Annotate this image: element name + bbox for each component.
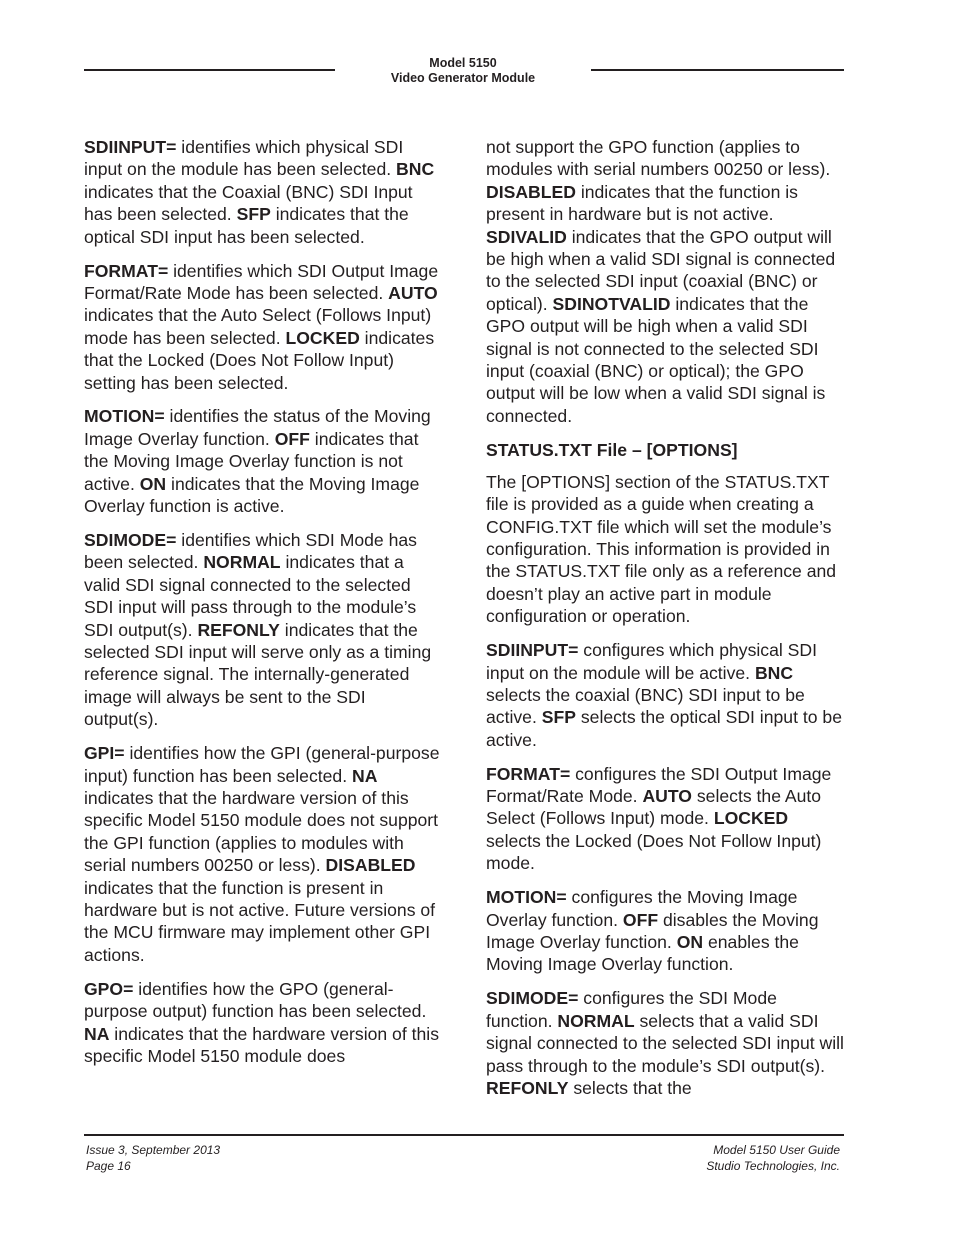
keyword: LOCKED [285,327,360,348]
paragraph-format [84,260,444,394]
paragraph-gpo [84,978,444,1068]
text: configures the SDI Output Image Format/Rate Mode. [486,763,832,807]
paragraph-motion [84,405,444,517]
text: identifies the status of the Moving Image Overlay function. [84,406,431,449]
text: selects that the [568,1077,692,1098]
paragraph-sdiinput [84,136,444,248]
footer-right [706,1143,840,1174]
keyword: AUTO [388,282,438,303]
keyword: SDIINPUT= [84,137,177,157]
keyword: NA [84,1023,110,1044]
footer-issue: Issue 3, September 2013 [86,1143,221,1157]
paragraph-sdimode [84,529,444,731]
text: indicates that the function is present in hardware but is not active. [486,181,798,225]
footer-left [86,1143,220,1174]
text: not support the GPO function (applies to modules with serial numbers 00250 or less). [486,137,831,180]
keyword: NA [352,765,378,786]
paragraph-format-config [486,763,846,875]
right-column [486,136,846,1111]
text: selects the optical SDI input to be active. [486,707,842,750]
keyword: SDIVALID [486,226,567,247]
keyword: SDIMODE= [486,988,579,1009]
paragraph-sdimode-config [486,987,846,1099]
text: identifies which physical SDI input on the module has been selected. [84,137,404,180]
text: indicates that the hardware version of this specific Model 5150 module does not support the GPI function (applies to modules with serial numbers 00250 or less). [84,787,439,876]
keyword: OFF [274,428,310,449]
keyword: AUTO [642,786,692,807]
text: indicates that the Locked (Does Not Follow Input) setting has been selected. [84,327,435,393]
section-heading: STATUS.TXT File – [OPTIONS] [486,439,738,460]
text: selects the Auto Select (Follows Input) mode. [486,786,822,829]
keyword: SDIINPUT= [486,640,579,661]
text: identifies which SDI Output Image Format/Rate Mode has been selected. [84,260,439,303]
keyword: GPI= [84,743,125,764]
text: selects the Locked (Does Not Follow Input) mode. [486,830,822,874]
left-column [84,136,444,1079]
keyword: BNC [754,662,794,683]
footer-rule [84,1134,844,1136]
text: indicates that the Moving Image Overlay function is active. [84,473,420,517]
text: identifies how the GPO (general-purpose output) function has been selected. [84,978,427,1022]
text: indicates that a valid SDI signal connected to the selected SDI input will pass through to the module’s SDI output(s). [84,552,417,640]
text: indicates that the Auto Select (Follows Input) mode has been selected. [84,305,432,348]
keyword: REFONLY [197,619,280,640]
text: configures the SDI Mode function. [486,988,777,1031]
header-model: Model 5150 [429,56,497,70]
paragraph-intro: The [OPTIONS] section of the STATUS.TXT file is provided as a guide when creating a CONFIG.TXT file which will set the module’s configuration. This information is provided in the STATUS.TXT file only as a reference and doesn’t play an active part in module configuration or operation. [486,471,837,627]
text: identifies how the GPI (general-purpose input) function has been selected. [84,743,440,786]
keyword: BNC [396,159,435,180]
text: identifies which SDI Mode has been selected. [84,530,417,573]
text: configures which physical SDI input on the module will be active. [486,640,817,683]
keyword: MOTION= [486,887,567,908]
keyword: NORMAL [557,1010,635,1031]
footer-page-number: Page 16 [86,1158,131,1173]
text: indicates that the hardware version of this specific Model 5150 module does [84,1023,439,1066]
keyword: OFF [622,909,659,930]
text: selects that a valid SDI signal connected to the selected SDI input will pass through to the module’s SDI output(s). [486,1010,844,1076]
keyword: SFP [236,204,271,225]
keyword: SDIMODE= [84,530,177,550]
paragraph-gpo-continued [486,136,846,427]
paragraph-sdiinput-config [486,639,846,751]
keyword: REFONLY [486,1077,569,1098]
keyword: NORMAL [203,552,281,573]
text: indicates that the Coaxial (BNC) SDI Input has been selected. [84,181,413,225]
footer-guide-title: Model 5150 User Guide [713,1143,840,1157]
header-product: Video Generator Module [390,71,536,85]
keyword: DISABLED [486,181,576,202]
text: selects the coaxial (BNC) SDI input to be active. [486,684,805,728]
keyword: SFP [541,707,576,728]
text: indicates that the GPO output will be high when a valid SDI signal is connected to the selected SDI input (coaxial (BNC) or optical). [486,226,836,314]
text: enables the Moving Image Overlay function. [486,932,799,975]
keyword: DISABLED [325,855,416,876]
keyword: FORMAT= [486,763,571,784]
text: indicates that the optical SDI input has been selected. [84,204,409,247]
text: indicates that the selected SDI input will serve only as a timing reference signal. The internally-generated image will always be sent to the SDI output(s). [84,619,432,730]
page-header-title [335,56,591,86]
keyword: GPO= [84,978,134,999]
text: indicates that the GPO output will be high when a valid SDI signal is not connected to the selected SDI input (coaxial (BNC) or optical); the GPO output will be low when a valid SDI signal is connected. [486,293,826,426]
paragraph-motion-config [486,886,846,976]
keyword: SDINOTVALID [552,293,671,314]
keyword: ON [676,932,704,952]
text: indicates that the function is present in hardware but is not active. Future versions of the MCU firmware may implement other GPI actions. [84,877,436,965]
text: indicates that the Moving Image Overlay function is not active. [84,428,419,494]
paragraph-gpi [84,742,444,966]
keyword: FORMAT= [84,260,169,281]
header-rule-left [84,69,335,71]
header-rule-right [591,69,844,71]
text: configures the Moving Image Overlay function. [486,887,798,930]
keyword: MOTION= [84,406,165,427]
keyword: LOCKED [713,808,789,829]
keyword: ON [139,473,167,494]
footer-company: Studio Technologies, Inc. [706,1158,840,1173]
text: disables the Moving Image Overlay function. [486,909,819,952]
